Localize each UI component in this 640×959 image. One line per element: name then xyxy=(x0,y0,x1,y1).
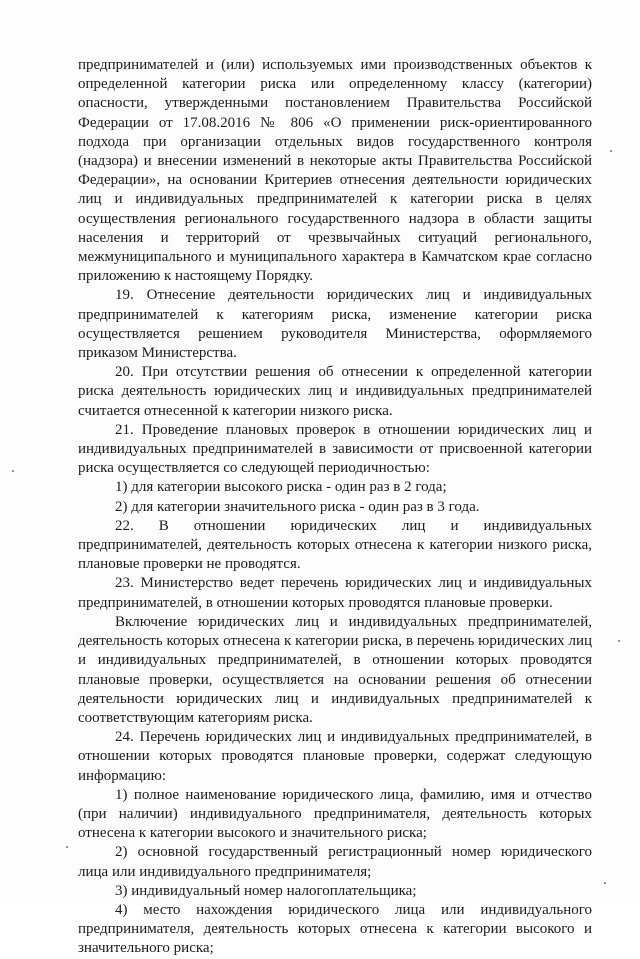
paragraph-18-continuation: предпринимателей и (или) используемых ими производственных объектов к определенной категории риска или определенному классу (категории) опасности, утвержденными постановлением Правительства Российской Федерации от 17.08.2016 № 806 «О применении риск-ориентированного подхода при организации отдельных видов государственного контроля (надзора) и внесении изменений в некоторые акты Правительства Российской Федерации», на основании Критериев отнесения деятельности юридических лиц и индивидуальных предпринимателей к категории риска в целях осуществления регионального государственного надзора в области защиты населения и территорий от чрезвычайных ситуаций регионального, межмуниципального и муниципального характера в Камчатском крае согласно приложению к настоящему Порядку. xyxy=(78,57,592,285)
scan-speck xyxy=(66,846,68,848)
scan-speck xyxy=(604,882,606,884)
paragraph-24-item-4: 4) место нахождения юридического лица или индивидуального предпринимателя, деятельность которых отнесена к категории высокого и значительного риска; xyxy=(78,901,592,957)
paragraph-22: 22. В отношении юридических лиц и индивидуальных предпринимателей, деятельность которых отнесена к категории низкого риска, плановые проверки не проводятся. xyxy=(78,517,592,573)
scan-speck xyxy=(12,470,14,472)
scan-speck xyxy=(610,150,612,152)
paragraph-21-item-2: 2) для категории значительного риска - один раз в 3 года. xyxy=(115,498,480,515)
document-body xyxy=(78,56,592,959)
paragraph-24: 24. Перечень юридических лиц и индивидуальных предпринимателей, в отношении которых проводятся плановые проверки, содержат следующую информацию: xyxy=(78,729,592,784)
paragraph-24-item-2: 2) основной государственный регистрационный номер юридического лица или индивидуального предпринимателя; xyxy=(78,844,592,880)
paragraph-24-item-1: 1) полное наименование юридического лица, фамилию, имя и отчество (при наличии) индивидуального предпринимателя, деятельность которых отнесена к категории высокого и значительного риска; xyxy=(78,786,592,842)
paragraph-19: 19. Отнесение деятельности юридических лиц и индивидуальных предпринимателей к категориям риска, изменение категории риска осуществляется решением руководителя Министерства, оформляемого приказом Министерства. xyxy=(78,287,592,362)
paragraph-23-inclusion: Включение юридических лиц и индивидуальных предпринимателей, деятельность которых отнесена к категории риска, в перечень юридических лиц и индивидуальных предпринимателей, в отношении которых проводятся плановые проверки, осуществляется на основании решения об отнесении деятельности юридических лиц и индивидуальных предпринимателей к соответствующим категориям риска. xyxy=(78,613,592,726)
paragraph-21-item-1: 1) для категории высокого риска - один раз в 2 года; xyxy=(115,479,447,496)
scan-speck xyxy=(618,640,620,642)
paragraph-24-item-3: 3) индивидуальный номер налогоплательщика; xyxy=(115,882,417,899)
paragraph-23: 23. Министерство ведет перечень юридических лиц и индивидуальных предпринимателей, в отношении которых проводятся плановые проверки. xyxy=(78,575,592,611)
paragraph-21: 21. Проведение плановых проверок в отношении юридических лиц и индивидуальных предпринимателей в зависимости от присвоенной категории риска осуществляется со следующей периодичностью: xyxy=(78,421,592,477)
paragraph-20: 20. При отсутствии решения об отнесении к определенной категории риска деятельность юридических лиц и индивидуальных предпринимателей считается отнесенной к категории низкого риска. xyxy=(78,364,592,419)
